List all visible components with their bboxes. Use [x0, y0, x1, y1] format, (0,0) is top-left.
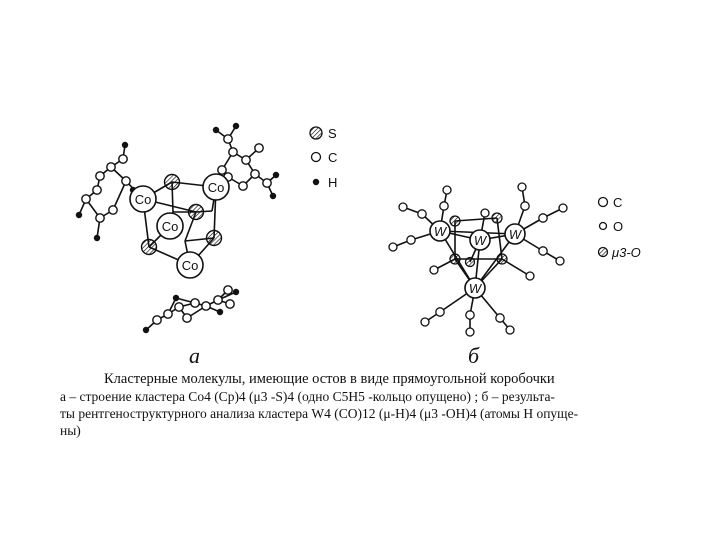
- svg-text:Co: Co: [181, 258, 199, 273]
- svg-text:Co: Co: [161, 219, 179, 234]
- legend-carbon: C: [328, 150, 338, 165]
- carbon-legend-icon: [312, 153, 321, 162]
- legend-carbon-b: C: [613, 195, 623, 210]
- legend-mu3-oxygen: μ3-O: [612, 245, 641, 260]
- legend-hydrogen: H: [328, 175, 338, 190]
- svg-text:Co: Co: [134, 192, 152, 207]
- panel-label-a: a: [189, 343, 200, 368]
- legend-sulfur: S: [328, 126, 337, 141]
- panel-label-b: б: [468, 343, 480, 368]
- svg-text:W: W: [508, 227, 522, 242]
- caption-title: Кластерные молекулы, имеющие остов в виде прямоугольной коробочки: [104, 371, 555, 387]
- oxygen-legend-icon: [600, 223, 607, 230]
- svg-text:W: W: [468, 281, 482, 296]
- svg-text:W: W: [433, 224, 447, 239]
- caption-line: ты рентгеноструктурного анализа кластера W4 (CO)12 (μ-H)4 (μ3 -OH)4 (атомы H опуще-: [60, 406, 579, 421]
- cluster-b-diagram: [393, 187, 563, 332]
- legend-a: [310, 126, 337, 190]
- legend-oxygen: O: [613, 219, 624, 234]
- figure-caption: [60, 371, 700, 439]
- carbon-legend-icon: [599, 198, 608, 207]
- sulfur-legend-icon: [310, 127, 322, 139]
- caption-line: ны): [60, 423, 81, 438]
- caption-line: а – строение кластера Co4 (Cp)4 (μ3 -S)4 (одно C5H5 -кольцо опущено) ; б – результа-: [60, 389, 555, 404]
- hydrogen-legend-icon: [313, 179, 319, 185]
- svg-text:W: W: [473, 233, 487, 248]
- svg-text:Co: Co: [207, 180, 225, 195]
- legend-b: [599, 195, 641, 260]
- mu3-oxygen-legend-icon: [599, 248, 608, 257]
